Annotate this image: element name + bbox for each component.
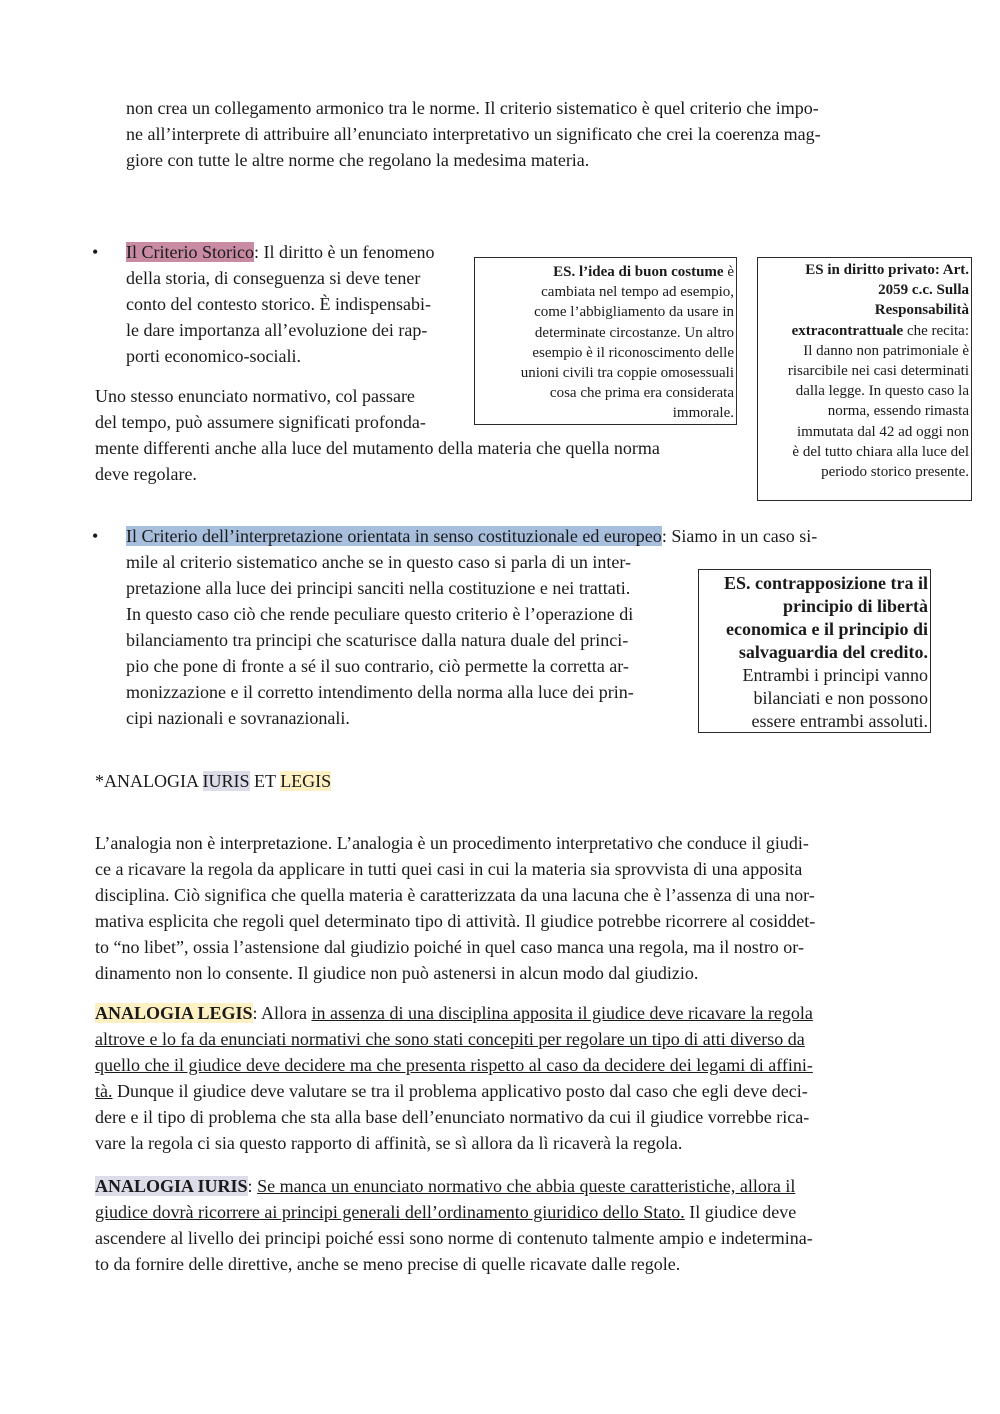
text-line: giore con tutte le altre norme che regolano la medesima materia. xyxy=(126,150,590,170)
text-run: : xyxy=(247,1176,258,1196)
example-box-credito xyxy=(698,569,931,733)
paragraph-analogia-iuris xyxy=(95,1173,813,1277)
legis-highlight: LEGIS xyxy=(280,771,332,791)
underlined-text: giudice dovrà ricorrere ai principi generali dell’ordinamento giuridico dello Stato. xyxy=(95,1202,685,1222)
example-box-buon-costume xyxy=(474,257,737,425)
text-line: è del tutto chiara alla luce del xyxy=(792,443,969,460)
box-title-line: 2059 c.c. Sulla xyxy=(878,282,969,299)
box-title-line: economica e il principio di xyxy=(726,619,928,639)
analogia-legis-term: ANALOGIA LEGIS xyxy=(95,1003,253,1023)
text-line: le dare importanza all’evoluzione dei rap- xyxy=(126,320,428,340)
text-line: mativa esplicita che regoli quel determinato tipo di attività. Il giudice potrebbe ricorrere al cosiddet- xyxy=(95,911,816,931)
underlined-text: Se manca un enunciato normativo che abbia queste caratteristiche, allora il xyxy=(257,1176,796,1196)
text-line: ce a ricavare la regola da applicare in tutti quei casi in cui la materia sia sprovvista di una apposita xyxy=(95,859,803,879)
box-title-line: salvaguardia del credito. xyxy=(738,642,928,662)
text-line: to da fornire delle direttive, anche se meno precise di quelle ricavate dalle regole. xyxy=(95,1254,681,1274)
bullet: • xyxy=(92,526,99,546)
underlined-text: quello che il giudice deve decidere ma che presenta rispetto al caso da decidere dei legami di affini- xyxy=(95,1055,813,1075)
example-box-diritto-privato xyxy=(757,257,972,501)
text-line: ne all’interprete di attribuire all’enunciato interpretativo un significato che crei la coerenza mag- xyxy=(126,124,821,144)
paragraph-analogia-intro xyxy=(95,830,815,986)
text-line: cipi nazionali e sovranazionali. xyxy=(126,708,350,728)
paragraph-analogia-legis xyxy=(95,1000,813,1156)
text-line: Entrambi i principi vanno xyxy=(742,665,928,685)
criterio-costituzionale-highlight: Il Criterio dell’interpretazione orientata in senso costituzionale ed europeo xyxy=(126,526,662,546)
text-run: *ANALOGIA xyxy=(95,771,203,791)
text-line: bilanciati e non possono xyxy=(753,688,928,708)
text-line: cosa che prima era considerata xyxy=(549,385,734,402)
text-line: esempio è il riconoscimento delle xyxy=(532,344,734,361)
bullet: • xyxy=(92,242,99,262)
text-line: cambiata nel tempo ad esempio, xyxy=(541,284,734,301)
underlined-text: altrove e lo fa da enunciati normativi che sono stati concepiti per regolare un tipo di atti diverso da xyxy=(95,1029,805,1049)
text-line: to “no libet”, ossia l’astensione dal giudizio poiché in quel caso manca una regola, ma il nostro or- xyxy=(95,937,804,957)
box-title-line: principio di libertà xyxy=(782,596,928,616)
box-title: ES. l’idea di buon costume xyxy=(553,264,724,280)
criterio-storico-item xyxy=(126,239,434,369)
text-line: essere entrambi assoluti. xyxy=(751,711,928,731)
text-line: mente differenti anche alla luce del mutamento della materia che quella norma xyxy=(95,438,660,458)
text-run: : Allora xyxy=(252,1003,312,1023)
text-line: deve regolare. xyxy=(95,464,197,484)
text-run: Dunque il giudice deve valutare se tra il problema applicativo posto dal caso che egli deve deci- xyxy=(112,1081,808,1101)
iuris-highlight: IURIS xyxy=(202,771,250,791)
text-line: bilanciamento tra principi che scaturisce dalla natura duale del princi- xyxy=(126,630,629,650)
text-run: è xyxy=(723,264,734,280)
analogia-iuris-term: ANALOGIA IURIS xyxy=(95,1176,248,1196)
text-run: Il giudice deve xyxy=(684,1202,797,1222)
text-line: disciplina. Ciò significa che quella materia è caratterizzata da una lacuna che è l’assenza di una nor- xyxy=(95,885,815,905)
text-line: del tempo, può assumere significati profonda- xyxy=(95,412,426,432)
text-line: immorale. xyxy=(672,405,734,422)
text-line: L’analogia non è interpretazione. L’analogia è un procedimento interpretativo che conduce il giudi- xyxy=(95,833,809,853)
box-title-line: ES in diritto privato: Art. xyxy=(805,262,969,278)
text-run: : Siamo in un caso si- xyxy=(661,526,818,546)
analogia-heading xyxy=(95,768,331,794)
text-line: dalla legge. In questo caso la xyxy=(795,383,969,400)
text-line: vare la regola ci sia questo rapporto di affinità, se sì allora da lì ricaverà la regola. xyxy=(95,1133,683,1153)
text-line: unioni civili tra coppie omosessuali xyxy=(520,365,734,382)
text-line: della storia, di conseguenza si deve tener xyxy=(126,268,421,288)
text-line: Il danno non patrimoniale è xyxy=(803,342,969,359)
text-line: come l’abbigliamento da usare in xyxy=(534,304,734,321)
text-run: che recita: xyxy=(903,322,969,339)
box-title-line: Responsabilità xyxy=(874,302,969,319)
text-line: norma, essendo rimasta xyxy=(827,403,969,420)
text-line: dere e il tipo di problema che sta alla base dell’enunciato normativo da cui il giudice vorrebbe rica- xyxy=(95,1107,810,1127)
text-line: pretazione alla luce dei principi sanciti nella costituzione e nei trattati. xyxy=(126,578,631,598)
text-line: dinamento non lo consente. Il giudice non può astenersi in alcun modo dal giudizio. xyxy=(95,963,699,983)
text-line: ascendere al livello dei principi poiché essi sono norme di contenuto talmente ampio e indetermina- xyxy=(95,1228,813,1248)
text-line: immutata dal 42 ad oggi non xyxy=(796,423,969,440)
text-line: periodo storico presente. xyxy=(821,464,969,481)
box-title-line: extracontrattuale xyxy=(791,322,904,339)
underlined-text: in assenza di una disciplina apposita il giudice deve ricavare la regola xyxy=(311,1003,813,1023)
text-line: risarcibile nei casi determinati xyxy=(787,363,969,380)
text-run: ET xyxy=(249,771,281,791)
text-line: porti economico-sociali. xyxy=(126,346,301,366)
box-title-line: ES. contrapposizione tra il xyxy=(723,573,928,593)
underlined-text: tà. xyxy=(95,1081,113,1101)
text-line: pio che pone di fronte a sé il suo contrario, ciò permette la corretta ar- xyxy=(126,656,629,676)
text-line: non crea un collegamento armonico tra le norme. Il criterio sistematico è quel criterio che impo- xyxy=(126,98,819,118)
text-line: monizzazione e il corretto intendimento della norma alla luce dei prin- xyxy=(126,682,634,702)
text-line: conto del contesto storico. È indispensabi- xyxy=(126,294,431,314)
text-line: In questo caso ciò che rende peculiare questo criterio è l’operazione di xyxy=(126,604,634,624)
paragraph-sistematico xyxy=(126,95,821,173)
text-line: mile al criterio sistematico anche se in questo caso si parla di un inter- xyxy=(126,552,631,572)
criterio-storico-highlight: Il Criterio Storico xyxy=(126,242,254,262)
text-line: Uno stesso enunciato normativo, col passare xyxy=(95,386,415,406)
text-run: : Il diritto è un fenomeno xyxy=(253,242,435,262)
text-line: determinate circostanze. Un altro xyxy=(534,324,734,341)
